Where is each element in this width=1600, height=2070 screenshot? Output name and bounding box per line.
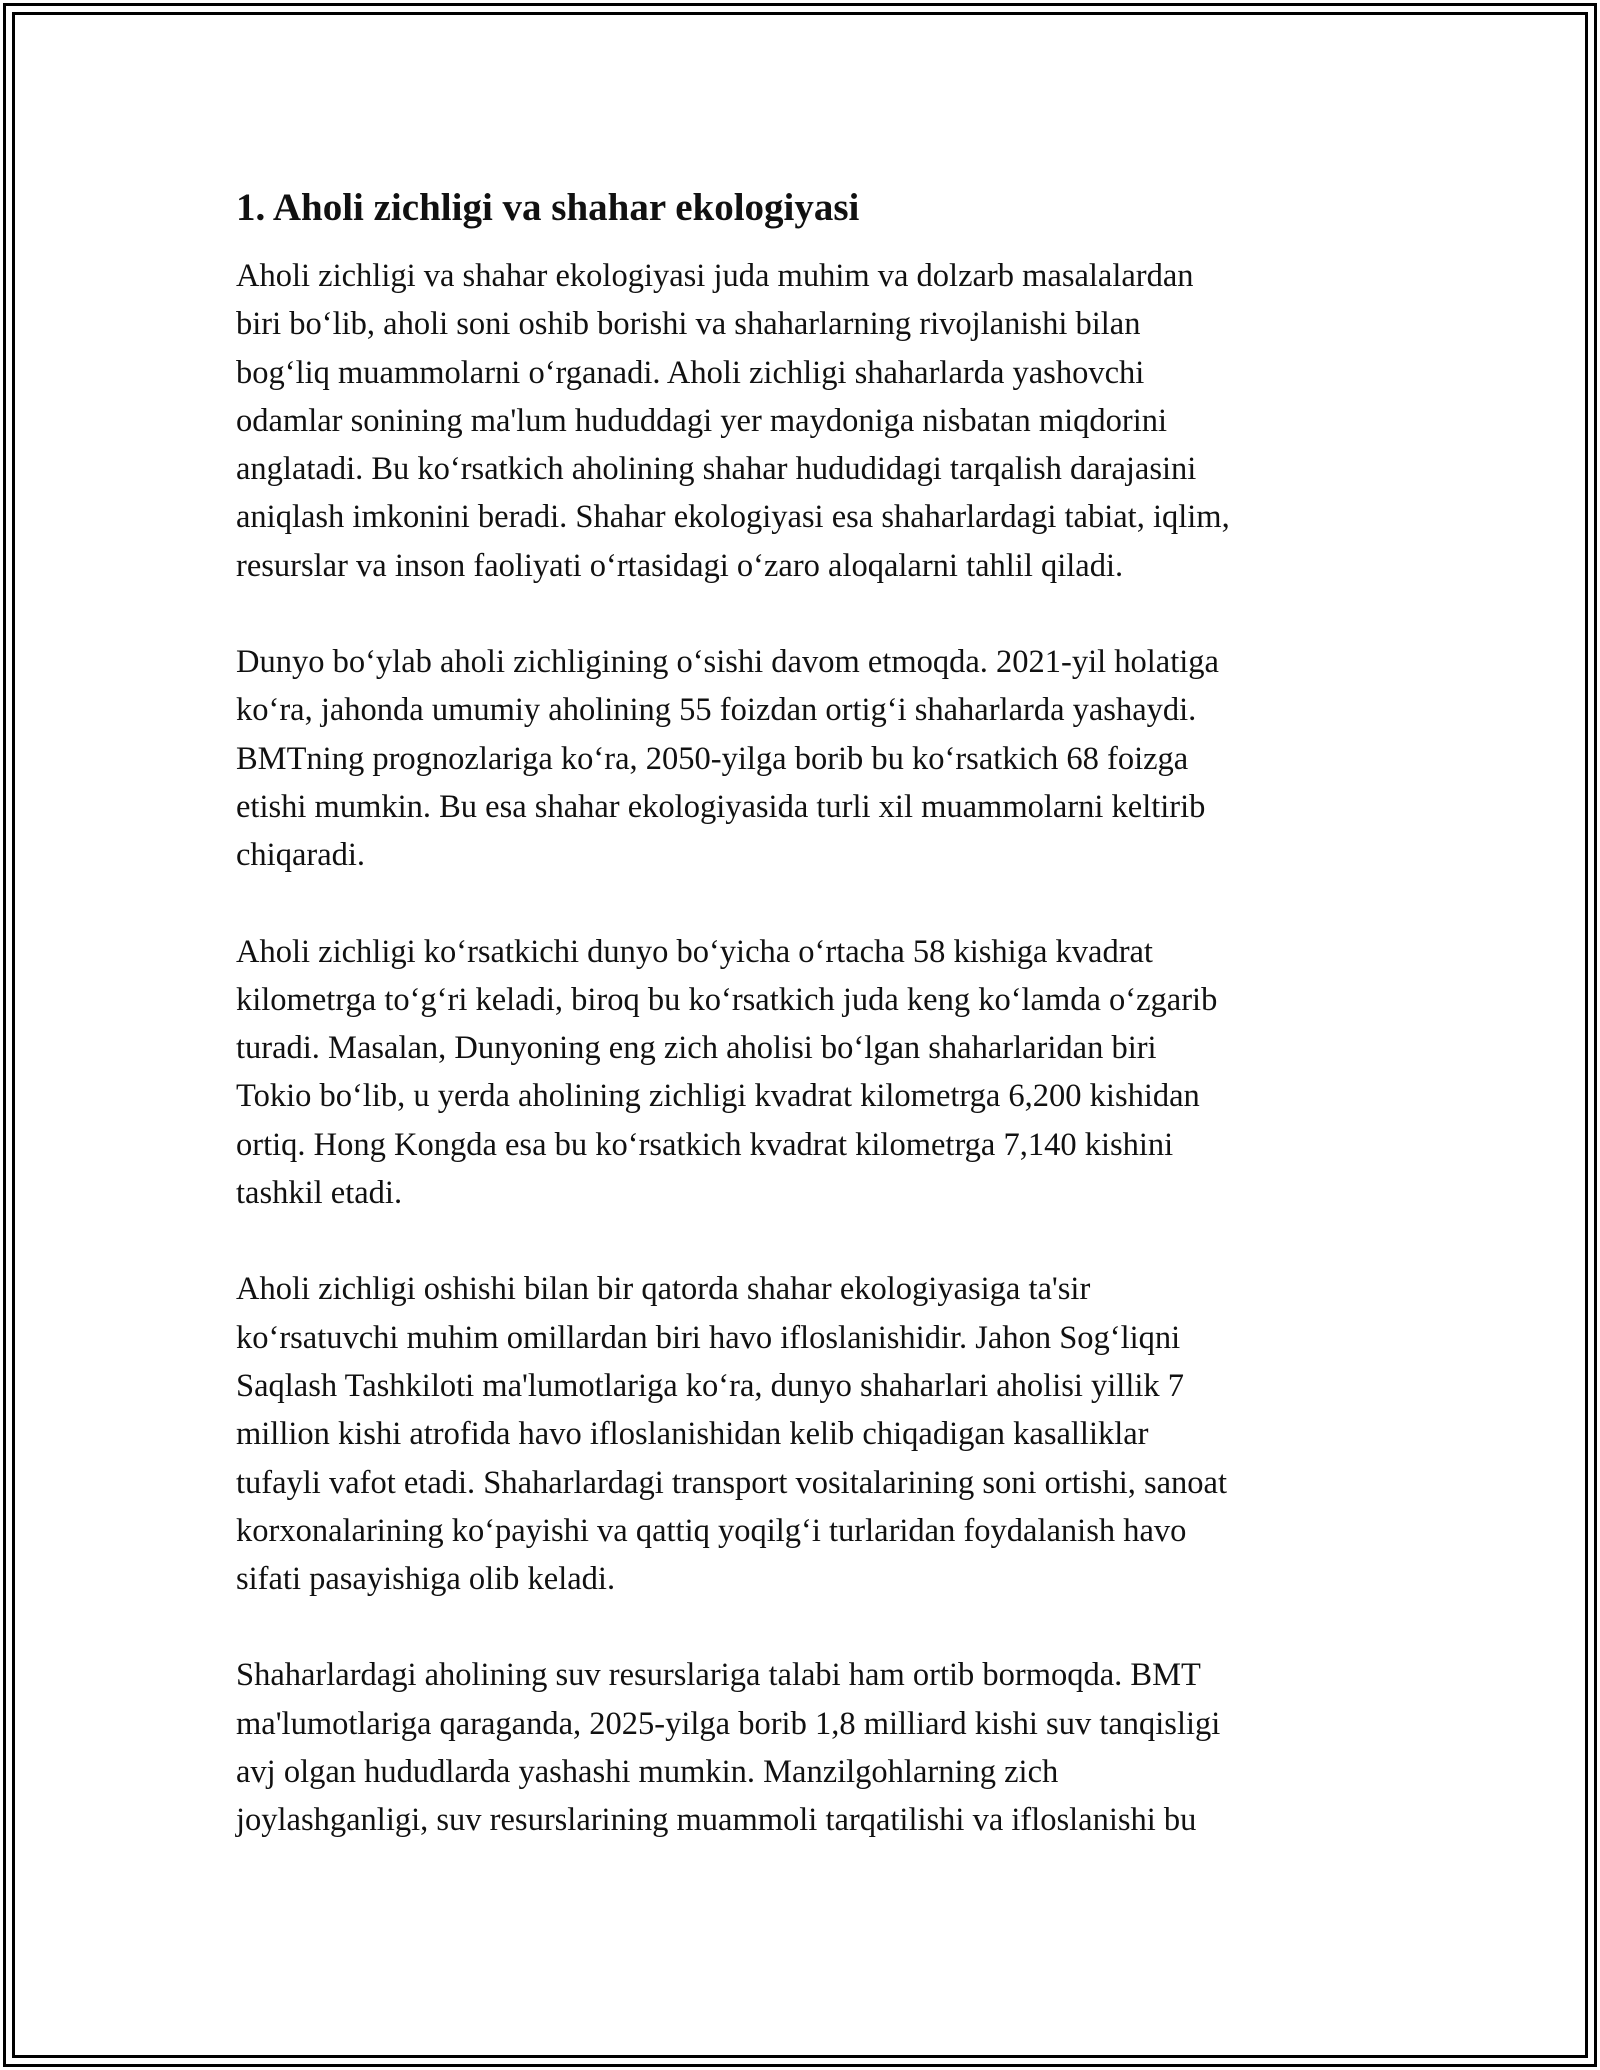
text-line: ko‘ra, jahonda umumiy aholining 55 foizdan ortig‘i shaharlarda yashaydi. bbox=[236, 692, 1197, 729]
text-line: joylashganligi, suv resurslarining muammoli tarqatilishi va ifloslanishi bu bbox=[236, 1802, 1197, 1839]
text-line: kilometrga to‘g‘ri keladi, biroq bu ko‘rsatkich juda keng ko‘lamda o‘zgarib bbox=[236, 981, 1218, 1018]
text-line: biri bo‘lib, aholi soni oshib borishi va shaharlarning rivojlanishi bilan bbox=[236, 306, 1141, 343]
document-body bbox=[236, 184, 1376, 1893]
paragraph-2 bbox=[236, 638, 1376, 879]
text-line: ortiq. Hong Kongda esa bu ko‘rsatkich kvadrat kilometrga 7,140 kishini bbox=[236, 1126, 1174, 1163]
text-line: Tokio bo‘lib, u yerda aholining zichligi kvadrat kilometrga 6,200 kishidan bbox=[236, 1078, 1200, 1115]
text-line: aniqlash imkonini beradi. Shahar ekologiyasi esa shaharlardagi tabiat, iqlim, bbox=[236, 499, 1230, 536]
text-line: Saqlash Tashkiloti ma'lumotlariga ko‘ra, dunyo shaharlari aholisi yillik 7 bbox=[236, 1367, 1185, 1404]
paragraph-5 bbox=[236, 1651, 1376, 1844]
text-line: chiqaradi. bbox=[236, 837, 366, 874]
text-line: resurslar va inson faoliyati o‘rtasidagi o‘zaro aloqalarni tahlil qiladi. bbox=[236, 547, 1124, 584]
paragraph-3 bbox=[236, 928, 1376, 1218]
text-line: million kishi atrofida havo ifloslanishidan kelib chiqadigan kasalliklar bbox=[236, 1416, 1149, 1453]
text-line: etishi mumkin. Bu esa shahar ekologiyasida turli xil muammolarni keltirib bbox=[236, 788, 1206, 825]
text-line: anglatadi. Bu ko‘rsatkich aholining shahar hududidagi tarqalish darajasini bbox=[236, 451, 1197, 488]
text-line: Shaharlardagi aholining suv resurslariga talabi ham ortib bormoqda. BMT bbox=[236, 1657, 1201, 1694]
paragraph-4 bbox=[236, 1265, 1376, 1603]
text-line: bog‘liq muammolarni o‘rganadi. Aholi zichligi shaharlarda yashovchi bbox=[236, 354, 1145, 391]
text-line: tashkil etadi. bbox=[236, 1175, 403, 1212]
text-line: ko‘rsatuvchi muhim omillardan biri havo ifloslanishidir. Jahon Sog‘liqni bbox=[236, 1319, 1181, 1356]
text-line: turadi. Masalan, Dunyoning eng zich aholisi bo‘lgan shaharlaridan biri bbox=[236, 1030, 1157, 1067]
text-line: Aholi zichligi ko‘rsatkichi dunyo bo‘yicha o‘rtacha 58 kishiga kvadrat bbox=[236, 933, 1153, 970]
text-line: Dunyo bo‘ylab aholi zichligining o‘sishi davom etmoqda. 2021-yil holatiga bbox=[236, 644, 1219, 681]
text-line: BMTning prognozlariga ko‘ra, 2050-yilga borib bu ko‘rsatkich 68 foizga bbox=[236, 740, 1189, 777]
text-line: tufayli vafot etadi. Shaharlardagi transport vositalarining soni ortishi, sanoat bbox=[236, 1464, 1228, 1501]
text-line: Aholi zichligi va shahar ekologiyasi juda muhim va dolzarb masalalardan bbox=[236, 258, 1194, 294]
text-line: ma'lumotlariga qaraganda, 2025-yilga borib 1,8 milliard kishi suv tanqisligi bbox=[236, 1705, 1221, 1742]
text-line: Aholi zichligi oshishi bilan bir qatorda shahar ekologiyasiga ta'sir bbox=[236, 1271, 1091, 1308]
text-line: odamlar sonining ma'lum hududdagi yer maydoniga nisbatan miqdorini bbox=[236, 402, 1168, 439]
text-line: korxonalarining ko‘payishi va qattiq yoqilg‘i turlaridan foydalanish havo bbox=[236, 1512, 1187, 1549]
text-line: avj olgan hududlarda yashashi mumkin. Manzilgohlarning zich bbox=[236, 1754, 1059, 1791]
section-heading: 1. Aholi zichligi va shahar ekologiyasi bbox=[236, 186, 860, 229]
text-line: sifati pasayishiga olib keladi. bbox=[236, 1561, 616, 1598]
paragraph-1 bbox=[236, 252, 1376, 590]
